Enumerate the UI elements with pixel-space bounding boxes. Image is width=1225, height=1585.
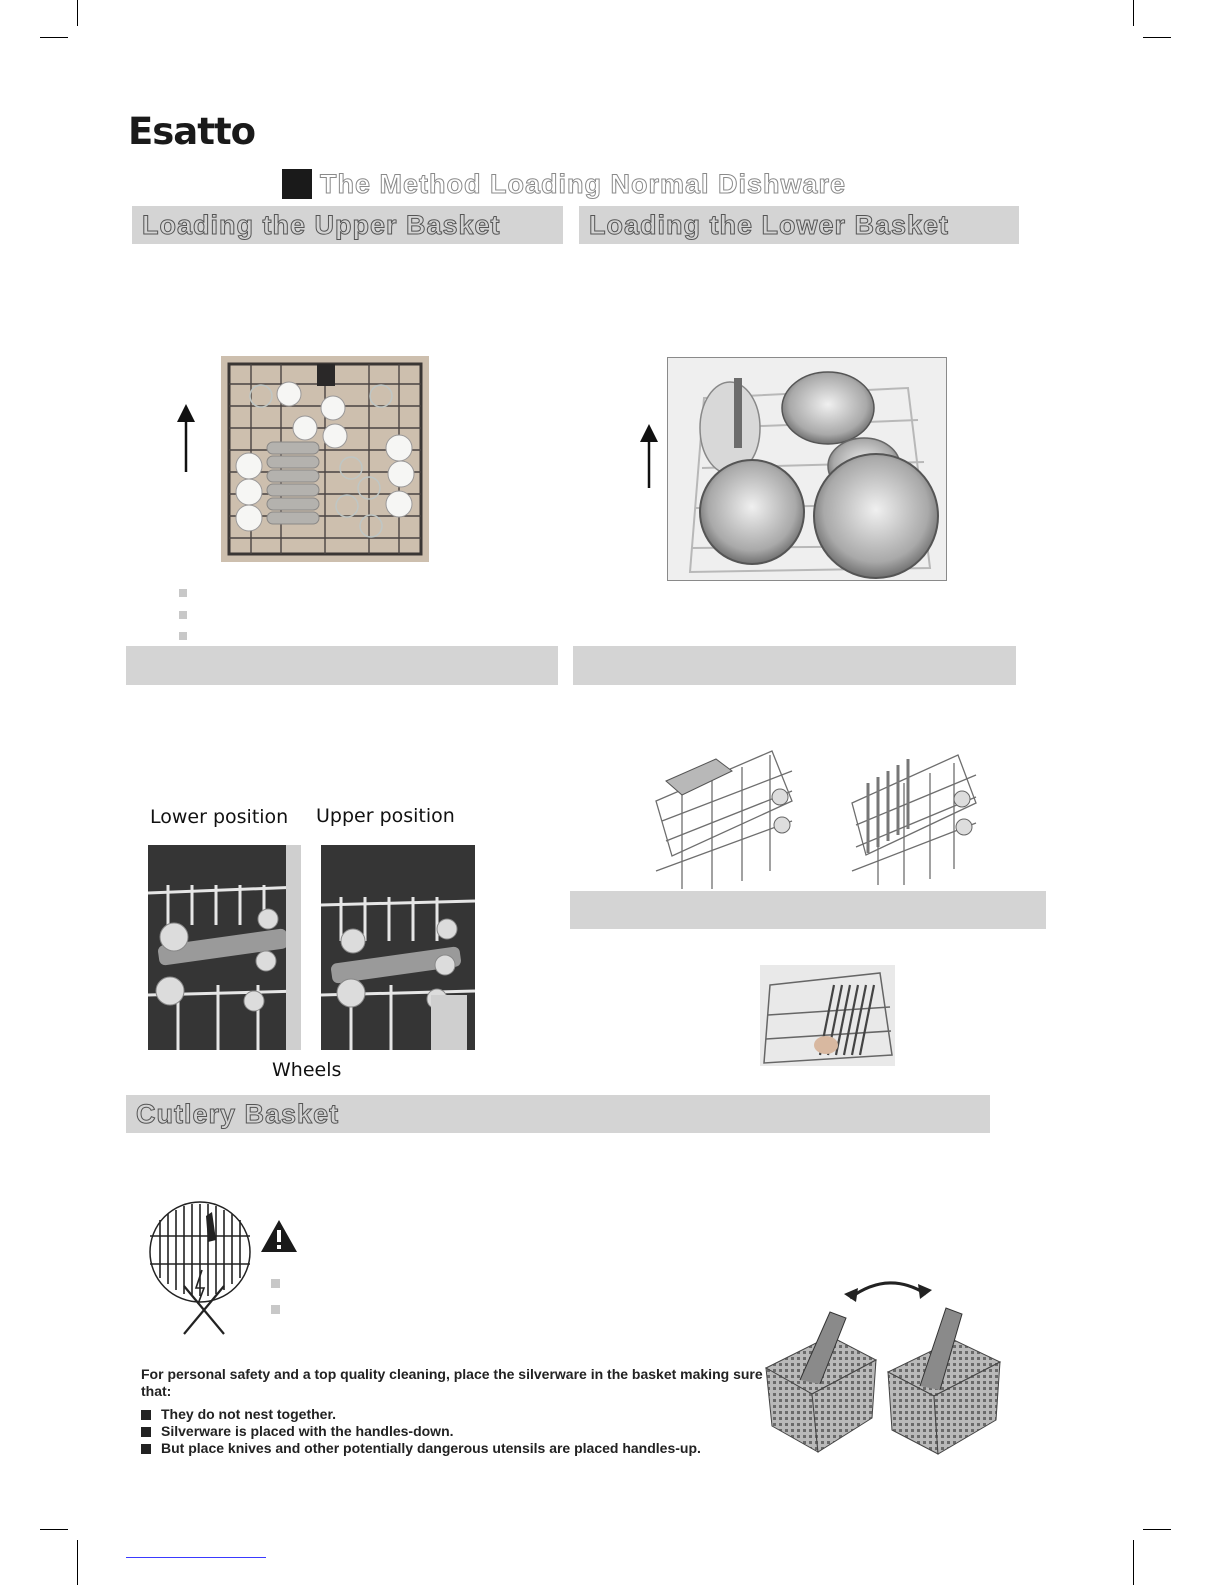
crop-mark xyxy=(1133,0,1134,26)
upper-basket-header xyxy=(132,206,563,244)
bullet-marker xyxy=(271,1305,280,1314)
list-item: They do not nest together. xyxy=(141,1406,781,1423)
cutlery-basket-title: Cutlery Basket xyxy=(136,1099,340,1129)
cutlery-baskets-image xyxy=(760,1272,1010,1462)
square-bullet-icon xyxy=(141,1410,151,1420)
crop-mark xyxy=(1133,1540,1134,1585)
list-item: Silverware is placed with the handles-down. xyxy=(141,1423,781,1440)
upper-basket-title: Loading the Upper Basket xyxy=(142,210,501,240)
bullet-marker xyxy=(271,1279,280,1288)
crop-mark xyxy=(40,37,68,38)
cutlery-note-intro: For personal safety and a top quality cleaning, place the silverware in the basket making sure that: xyxy=(141,1366,763,1399)
folding-racks-header xyxy=(573,646,1016,685)
bullet-marker xyxy=(179,589,187,597)
upper-basket-image xyxy=(221,356,429,562)
cutlery-basket-header xyxy=(126,1095,990,1133)
square-bullet-icon xyxy=(141,1444,151,1454)
no-nesting-diagram xyxy=(146,1200,256,1336)
title-square-icon xyxy=(282,169,312,199)
up-arrow-icon xyxy=(637,424,661,490)
wheels-caption: Wheels xyxy=(272,1059,342,1081)
square-bullet-icon xyxy=(141,1427,151,1437)
lower-basket-image xyxy=(667,357,947,581)
brand-logo: Esatto xyxy=(128,110,256,153)
lower-position-caption: Lower position xyxy=(150,806,289,828)
page-title-text: The Method Loading Normal Dishware xyxy=(320,168,847,199)
spikes-header xyxy=(570,891,1046,929)
page-title xyxy=(282,168,846,200)
folding-rack-up-image xyxy=(848,743,978,885)
lower-basket-title: Loading the Lower Basket xyxy=(589,210,950,240)
warning-icon xyxy=(260,1219,298,1253)
upper-position-caption: Upper position xyxy=(316,805,455,827)
upper-position-image xyxy=(321,845,475,1050)
lower-basket-header xyxy=(579,206,1019,244)
list-item: But place knives and other potentially dangerous utensils are placed handles-up. xyxy=(141,1440,781,1457)
bullet-marker xyxy=(179,632,187,640)
crop-mark xyxy=(1143,1529,1171,1530)
crop-mark xyxy=(77,1540,78,1585)
folding-spikes-image xyxy=(760,965,895,1066)
crop-mark xyxy=(77,0,78,26)
cutlery-safety-notes xyxy=(141,1366,781,1457)
folding-rack-down-image xyxy=(652,741,797,889)
footer-link-line xyxy=(126,1557,266,1558)
bullet-marker xyxy=(179,611,187,619)
crop-mark xyxy=(40,1529,68,1530)
up-arrow-icon xyxy=(174,404,198,474)
crop-mark xyxy=(1143,37,1171,38)
adjust-upper-basket-header xyxy=(126,646,558,685)
lower-position-image xyxy=(148,845,301,1050)
